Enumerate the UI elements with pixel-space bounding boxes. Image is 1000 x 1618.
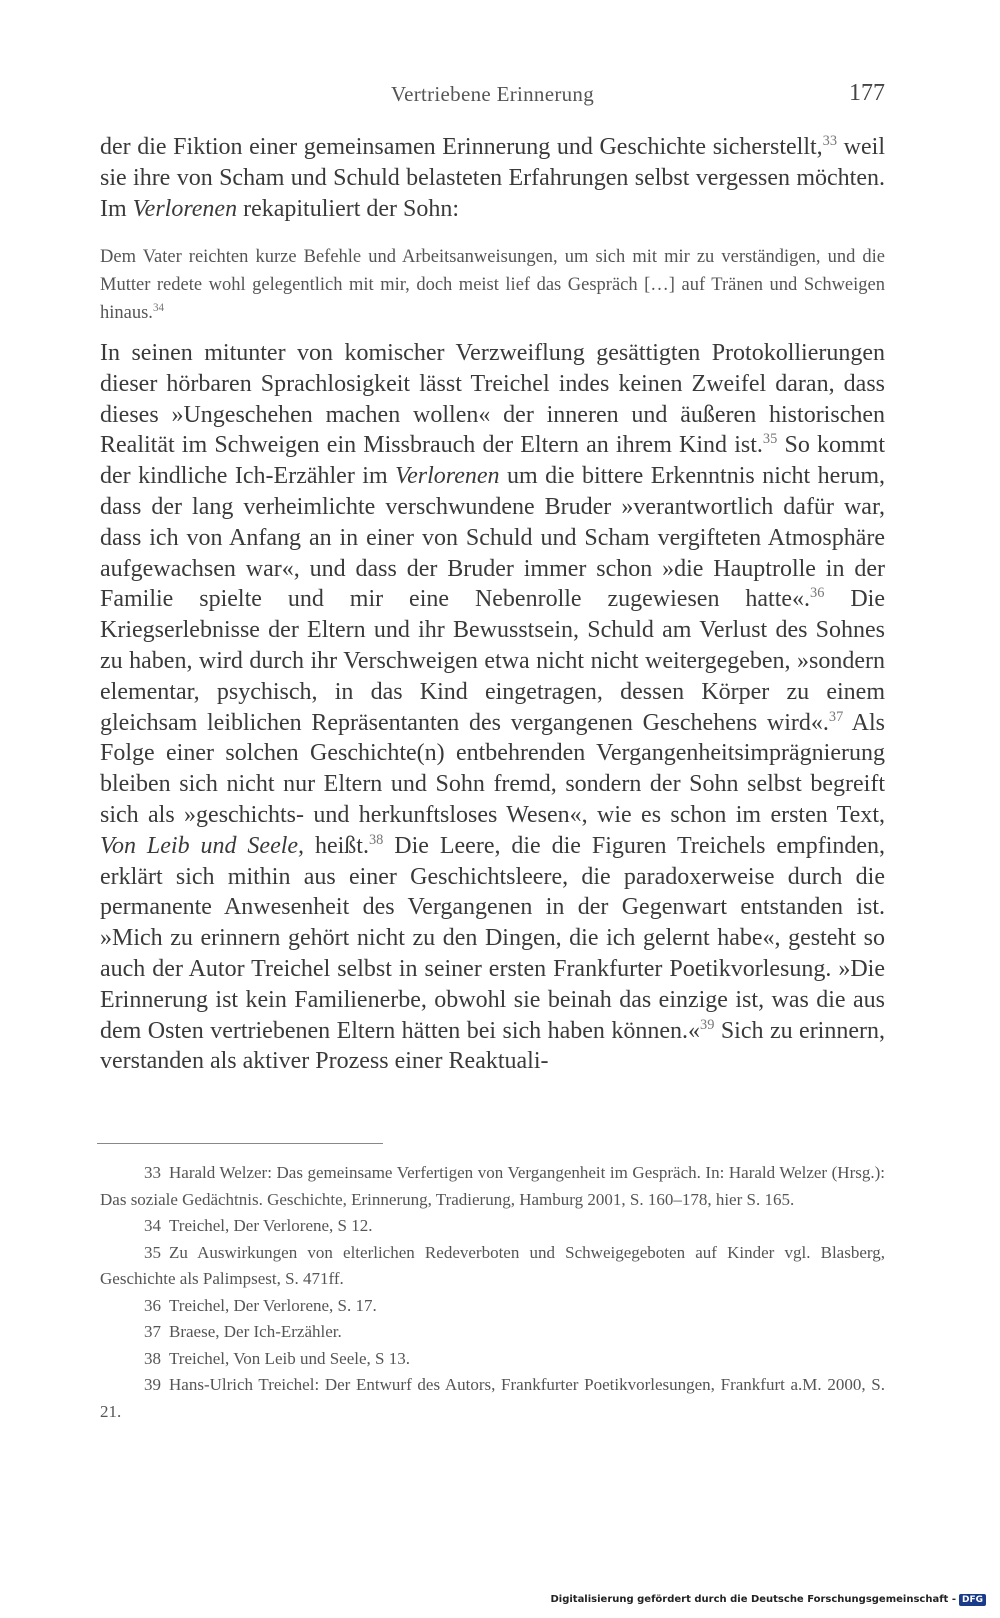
dfg-logo: DFG <box>959 1594 986 1606</box>
footnote-ref-38[interactable]: 38 <box>368 831 384 848</box>
footnote-text: Braese, Der Ich-Erzähler. <box>169 1322 342 1341</box>
footnotes <box>100 1160 885 1425</box>
p1-text-1: der die Fiktion einer gemeinsamen Erinnerung und Geschichte sicherstellt, <box>100 134 823 160</box>
paragraph-2 <box>100 338 885 1077</box>
p2-text-8: Sich zu erinnern, verstanden als aktiver Prozess einer Reaktuali- <box>100 1017 885 1075</box>
footnote <box>100 1346 885 1373</box>
footnote-number: 38 <box>144 1348 161 1368</box>
p2-text-1: In seinen mitunter von komischer Verzweiflung gesättigten Protokollierungen dieser hörbaren Sprachlosigkeit lässt Treichel indes keinen Zweifel daran, dass dieses »Ungeschehen machen wollen« der inneren und äußeren historischen Realität im Schweigen ein Missbrauch der Eltern an ihrem Kind ist. <box>100 340 885 459</box>
footnote-separator <box>97 1143 383 1144</box>
footnote <box>100 1372 885 1425</box>
footnote <box>100 1293 885 1320</box>
p2-text-6: heißt. <box>304 832 369 859</box>
footnote-text: Treichel, Der Verlorene, S. 17. <box>169 1295 377 1315</box>
footnote-ref-33[interactable]: 33 <box>822 133 838 149</box>
footnote <box>100 1319 885 1346</box>
p2-text-5: Als Folge einer solchen Geschichte(n) entbehrenden Vergangenheitsimprägnierung bleiben sich nicht nur Eltern und Sohn fremd, sondern der Sohn selbst begreift sich als »geschichts- und herkunftsloses Wesen«, wie es schon im ersten Text, <box>100 709 886 828</box>
paragraph-1 <box>100 132 885 225</box>
block-quote <box>100 243 885 327</box>
p2-text-3: um die bittere Erkenntnis nicht herum, dass der lang verheimlichte verschwundene Bruder »verantwortlich dafür war, dass ich von Anfang an in einer von Schuld und Scham vergifteten Atmosphäre aufgewachsen war«, und dass der Bruder immer schon »die Hauptrolle in der Familie spielte und mir eine Nebenrolle zugewiesen hatte«. <box>100 463 885 613</box>
p2-text-2: So kommt der kindliche Ich-Erzähler im <box>100 432 885 490</box>
footnote-ref-37[interactable]: 37 <box>828 708 844 725</box>
p1-italic-title: Verlorenen <box>132 196 238 222</box>
footnote-text: Treichel, Der Verlorene, S 12. <box>169 1216 373 1235</box>
footnote-number: 36 <box>144 1295 161 1315</box>
footnote-ref-34[interactable]: 34 <box>152 301 165 314</box>
footnote-ref-36[interactable]: 36 <box>810 585 825 602</box>
footnote-number: 33 <box>144 1163 161 1182</box>
footnote-text: Hans-Ulrich Treichel: Der Entwurf des Autors, Frankfurter Poetikvorlesungen, Frankfurt a.M. 2000, S. 21. <box>100 1375 885 1421</box>
footnote-number: 37 <box>144 1322 161 1341</box>
footnote-ref-39[interactable]: 39 <box>700 1016 715 1033</box>
quote-text: Dem Vater reichten kurze Befehle und Arbeitsanweisungen, um sich mit mir zu verständigen, und die Mutter redete wohl gelegentlich mit mir, doch meist lief das Gespräch […] auf Tränen und Schweigen hinaus. <box>100 247 885 323</box>
running-title: Vertriebene Erinnerung <box>390 82 595 106</box>
footnote <box>100 1160 885 1213</box>
p2-text-4: Die Kriegserlebnisse der Eltern und ihr Bewusstsein, Schuld am Verlust des Sohnes zu haben, wird durch ihr Verschweigen etwa nicht nicht weitergegeben, »sondern elementar, psychisch, in das Kind eingetragen, dessen Körper zu einem gleichsam leiblichen Repräsentanten des vergangenen Geschehens wird«. <box>100 586 885 736</box>
footnote <box>100 1240 885 1293</box>
footnote-ref-35[interactable]: 35 <box>762 431 778 448</box>
running-header <box>100 80 885 110</box>
p2-text-7: Die Leere, die die Figuren Treichels empfinden, erklärt sich mithin aus einer Geschichtsleere, die paradoxerweise durch die permanente Anwesenheit des Vergangenen in der Gegenwart entstanden ist. »Mich zu erinnern gehört nicht zu den Dingen, die ich gelernt habe«, gesteht so auch der Autor Treichel selbst in seiner ersten Frankfurter Poetikvorlesung. »Die Erinnerung ist kein Familienerbe, obwohl sie beinah das einzige ist, was die aus dem Osten vertriebenen Eltern hätten bei sich haben können.« <box>100 832 886 1044</box>
footnote-number: 39 <box>144 1375 161 1394</box>
p2-italic-title-1: Verlorenen <box>395 463 500 490</box>
footnote-text: Harald Welzer: Das gemeinsame Verfertigen von Vergangenheit im Gespräch. In: Harald Welzer (Hrsg.): Das soziale Gedächtnis. Geschichte, Erinnerung, Tradierung, Hamburg 2001, S. 160–178, hier S. 165. <box>100 1163 885 1209</box>
p2-italic-title-2: Von Leib und Seele, <box>100 832 305 859</box>
footnote-number: 35 <box>144 1242 161 1262</box>
credit-text: Digitalisierung gefördert durch die Deutsche Forschungsgemeinschaft - <box>550 1594 956 1605</box>
digitization-credit <box>550 1594 986 1606</box>
page-number: 177 <box>849 80 885 106</box>
p1-text-2: weil sie ihre von Scham und Schuld belasteten Erfahrungen selbst vergessen möchten. Im <box>100 134 885 222</box>
footnote-number: 34 <box>144 1216 161 1235</box>
p1-text-3: rekapituliert der Sohn: <box>237 196 460 222</box>
footnote-text: Treichel, Von Leib und Seele, S 13. <box>169 1348 410 1368</box>
footnote <box>100 1213 885 1240</box>
footnote-text: Zu Auswirkungen von elterlichen Redeverboten und Schweigegeboten auf Kinder vgl. Blasberg, Geschichte als Palimpsest, S. 471ff. <box>100 1242 885 1288</box>
